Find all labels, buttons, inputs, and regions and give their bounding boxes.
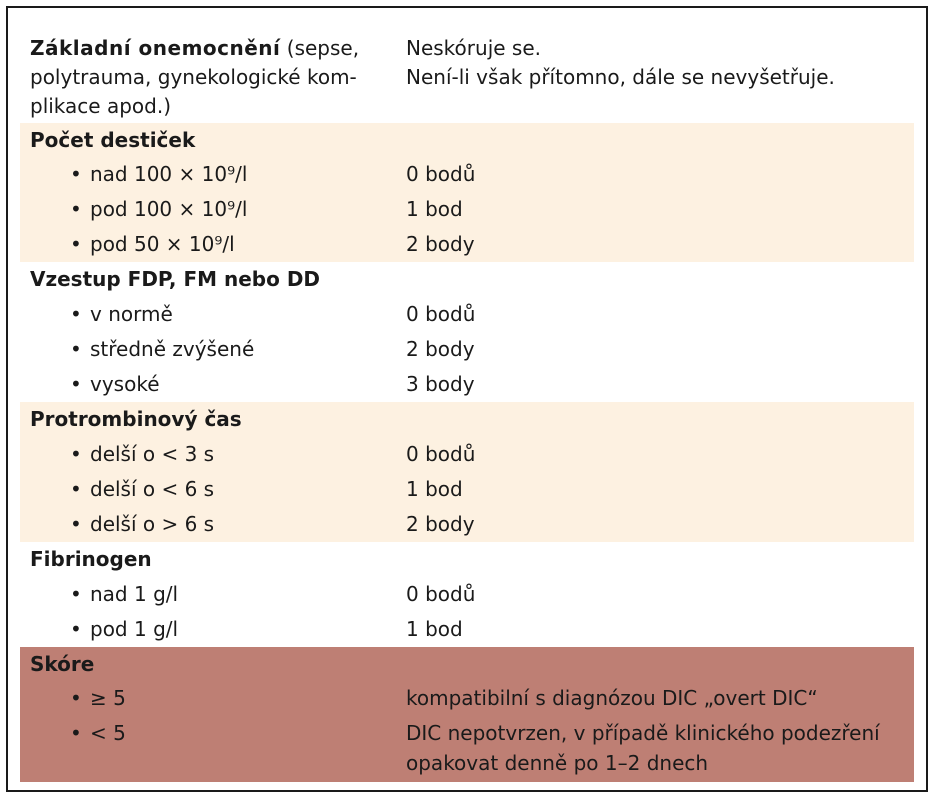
section-fibrinogen	[20, 542, 914, 647]
item-value: 1 bod	[406, 477, 463, 501]
item-value-line-2: opakovat denně po 1–2 dnech	[406, 751, 709, 775]
section-title-row	[20, 123, 914, 157]
item-label	[30, 681, 126, 715]
bullet-icon: •	[70, 232, 82, 256]
item-label-text: vysoké	[90, 372, 160, 396]
item-label	[30, 297, 173, 331]
item-value: 0 bodů	[406, 582, 476, 606]
section-title-row	[20, 542, 914, 577]
bullet-icon: •	[70, 721, 82, 745]
item-label	[30, 192, 247, 226]
bullet-icon: •	[70, 337, 82, 361]
section-title: Fibrinogen	[30, 547, 152, 571]
item-label	[30, 716, 126, 750]
item-value: 1 bod	[406, 197, 463, 221]
item-label	[30, 472, 214, 506]
item-value-line-1: DIC nepotvrzen, v případě klinického podezření	[406, 721, 880, 745]
item-label-text: nad 1 g/l	[90, 582, 179, 606]
intro-note-2: Není-li však přítomno, dále se nevyšetřuje.	[406, 65, 835, 89]
bullet-icon: •	[70, 477, 82, 501]
item-value: 1 bod	[406, 617, 463, 641]
item-value: 0 bodů	[406, 162, 476, 186]
item-label-text: v normě	[90, 302, 173, 326]
intro-left-text	[30, 34, 400, 121]
item-value: 3 body	[406, 372, 475, 396]
intro-note-1: Neskóruje se.	[406, 36, 541, 60]
intro-line-2: polytrauma, gynekologické kom-	[30, 65, 357, 89]
intro-heading-note: (sepse,	[280, 36, 360, 60]
item-label	[30, 577, 178, 611]
item-value: kompatibilní s diagnózou DIC „overt DIC“	[406, 686, 818, 710]
section-title-row	[20, 647, 914, 681]
intro-right-text	[406, 34, 906, 92]
item-label-text: nad 100 × 10⁹/l	[90, 162, 248, 186]
section-title-row	[20, 402, 914, 437]
item-label-text: ≥ 5	[90, 686, 126, 710]
item-label-text: pod 50 × 10⁹/l	[90, 232, 235, 256]
table-row	[20, 681, 914, 716]
table-row	[20, 367, 914, 402]
table-row	[20, 192, 914, 227]
table-row	[20, 437, 914, 472]
item-label-text: pod 1 g/l	[90, 617, 179, 641]
item-value: 0 bodů	[406, 302, 476, 326]
item-value	[406, 718, 880, 778]
item-label-text: < 5	[90, 721, 126, 745]
dic-score-table	[20, 20, 914, 782]
intro-heading: Základní onemocnění	[30, 36, 281, 60]
table-row	[20, 507, 914, 542]
table-row	[20, 472, 914, 507]
item-label	[30, 437, 214, 471]
section-title: Protrombinový čas	[30, 407, 242, 431]
bullet-icon: •	[70, 162, 82, 186]
bullet-icon: •	[70, 302, 82, 326]
bullet-icon: •	[70, 582, 82, 606]
table-row	[20, 297, 914, 332]
bullet-icon: •	[70, 197, 82, 221]
item-label	[30, 227, 235, 261]
item-value: 2 body	[406, 337, 475, 361]
item-label	[30, 332, 254, 366]
section-prothrombin	[20, 402, 914, 542]
bullet-icon: •	[70, 442, 82, 466]
item-value: 0 bodů	[406, 442, 476, 466]
item-label-text: delší o > 6 s	[90, 512, 215, 536]
section-title: Skóre	[30, 652, 95, 676]
item-label	[30, 367, 160, 401]
bullet-icon: •	[70, 686, 82, 710]
table-frame	[6, 6, 928, 792]
item-label-text: středně zvýšené	[90, 337, 255, 361]
item-label	[30, 157, 247, 191]
item-value: 2 body	[406, 512, 475, 536]
section-title: Počet destiček	[30, 128, 196, 152]
table-row	[20, 157, 914, 192]
intro-row	[20, 20, 914, 123]
item-label-text: delší o < 6 s	[90, 477, 215, 501]
section-title: Vzestup FDP, FM nebo DD	[30, 267, 321, 291]
item-label-text: pod 100 × 10⁹/l	[90, 197, 248, 221]
section-platelets	[20, 123, 914, 262]
item-label	[30, 507, 214, 541]
item-label-text: delší o < 3 s	[90, 442, 215, 466]
table-row	[20, 612, 914, 647]
bullet-icon: •	[70, 512, 82, 536]
item-value: 2 body	[406, 232, 475, 256]
section-score	[20, 647, 914, 782]
section-fdp	[20, 262, 914, 402]
table-row	[20, 332, 914, 367]
intro-line-3: plikace apod.)	[30, 94, 171, 118]
bullet-icon: •	[70, 372, 82, 396]
table-row	[20, 577, 914, 612]
bullet-icon: •	[70, 617, 82, 641]
section-title-row	[20, 262, 914, 297]
table-row	[20, 227, 914, 262]
item-label	[30, 612, 178, 646]
table-row	[20, 716, 914, 782]
